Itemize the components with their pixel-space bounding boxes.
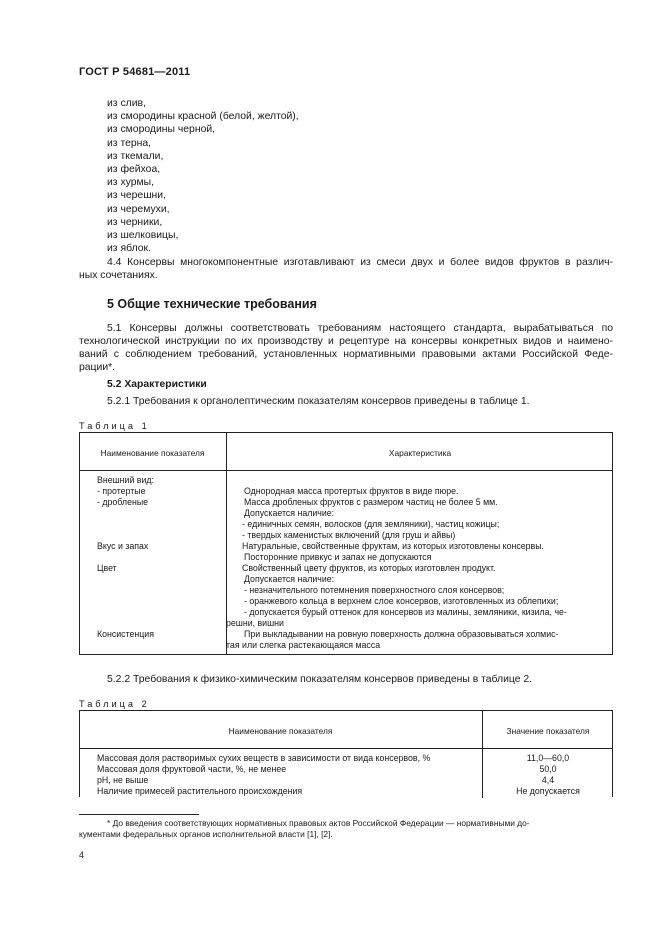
- table-row-name: Массовая доля фруктовой части, %, не менее: [97, 764, 287, 774]
- subsection-heading: 5.2 Характеристики: [107, 379, 207, 390]
- characteristic-line: Допускается наличие:: [244, 508, 335, 518]
- page-number: 4: [79, 850, 85, 860]
- footnote-divider: [79, 814, 199, 815]
- list-item: из терна,: [107, 137, 152, 149]
- list-item: из черники,: [107, 216, 163, 228]
- characteristic-line: - единичных семян, волосков (для земляники), частиц кожицы;: [242, 519, 500, 529]
- paragraph-line: ваний с соблюдением требований, установленных нормативными правовыми актами Российской Феде-: [79, 349, 613, 360]
- list-item: из ткемали,: [107, 150, 164, 162]
- paragraph-line: рации*.: [79, 362, 116, 373]
- table-1: [79, 432, 613, 655]
- characteristic-line: Натуральные, свойственные фруктам, из которых изготовлены консервы.: [242, 541, 544, 551]
- footnote-line: * До введения соответствующих нормативных правовых актов Российской Федерации — нормативными до-: [107, 818, 530, 828]
- list-item: из слив,: [107, 98, 146, 109]
- characteristic-line: - допускается бурый оттенок для консервов из малины, земляники, кизила, че-: [244, 607, 567, 617]
- characteristic-line: Свойственный цвету фруктов, из которых изготовлен продукт.: [242, 563, 496, 573]
- paragraph-line: 5.2.2 Требования к физико-химическим показателям консервов приведены в таблице 2.: [107, 674, 533, 685]
- paragraph-4-4: [79, 256, 613, 282]
- paragraph-5-1: [79, 322, 613, 374]
- footnote: [79, 818, 613, 840]
- table-row-name: pH, не выше: [97, 775, 149, 785]
- characteristic-line: Допускается наличие:: [244, 574, 335, 584]
- table-2: [79, 710, 613, 798]
- indicator-label: Консистенция: [97, 629, 154, 639]
- table-header-cell: Значение показателя: [506, 726, 590, 736]
- paragraph-line: 4.4 Консервы многокомпонентные изготавливают из смеси двух и более видов фруктов в различ-: [107, 257, 613, 268]
- paragraph-line: ных сочетаниях.: [79, 270, 158, 281]
- table-1-caption: Таблица 1: [79, 421, 150, 431]
- section-heading: 5 Общие технические требования: [107, 297, 317, 311]
- paragraph-5-2-2: [107, 673, 613, 686]
- table-row-value: Не допускается: [516, 786, 580, 796]
- table-row-value: 50,0: [539, 764, 557, 774]
- paragraph-5-2-1: [107, 395, 613, 408]
- characteristic-text: [226, 486, 609, 651]
- characteristic-line: Однородная масса протертых фруктов в виде пюре.: [244, 486, 459, 496]
- table-row-value: 4,4: [541, 775, 555, 785]
- footnote-line: кументами федеральных органов исполнительной власти [1], [2].: [79, 829, 333, 839]
- indicator-label: Внешний вид:: [97, 475, 154, 485]
- paragraph-line: технологической инструкции по их производству и рецептуре на консервы конкретных видов и наимено-: [79, 336, 613, 347]
- characteristic-line: Масса дробленых фруктов с размером частиц не более 5 мм.: [244, 497, 498, 507]
- list-item: из шелковицы,: [107, 230, 179, 242]
- list-item: из фейхоа,: [107, 164, 161, 176]
- paragraph-line: 5.1 Консервы должны соответствовать требованиям настоящего стандарта, вырабатываться по: [107, 323, 613, 334]
- characteristic-line: При выкладывании на ровную поверхность должна образовываться холмис-: [244, 629, 559, 639]
- table-header-divider: [79, 470, 613, 471]
- table-header-cell: Наименование показателя: [228, 726, 333, 736]
- indicator-label: - дробленые: [97, 497, 149, 507]
- indicator-label: - протертые: [97, 486, 146, 496]
- fruit-list: [107, 97, 299, 255]
- table-header-divider: [79, 748, 613, 749]
- characteristic-line: решни, вишни: [226, 618, 284, 628]
- table-2-caption: Таблица 2: [79, 699, 150, 709]
- characteristic-line: - незначительного потемнения поверхностного слоя консервов;: [244, 585, 505, 595]
- list-item: из смородины черной,: [107, 124, 216, 136]
- characteristic-line: - оранжевого кольца в верхнем слое консервов, изготовленных из облепихи;: [244, 596, 559, 606]
- list-item: из яблок.: [107, 243, 151, 255]
- table-header-cell: Наименование показателя: [100, 448, 205, 458]
- table-row-name: Наличие примесей растительного происхождения: [97, 786, 303, 796]
- list-item: из черемухи,: [107, 203, 170, 215]
- characteristic-line: тая или слегка растекающаяся масса: [226, 640, 381, 650]
- list-item: из хурмы,: [107, 177, 155, 189]
- standard-title: ГОСТ Р 54681—2011: [79, 66, 191, 78]
- table-header-cell: Характеристика: [388, 448, 452, 458]
- characteristic-line: - твердых каменистых включений (для груш и айвы): [242, 530, 456, 540]
- table-row-value: 11,0—60,0: [526, 753, 570, 763]
- list-item: из смородины красной (белой, желтой),: [107, 111, 299, 123]
- characteristic-line: Посторонние привкус и запах не допускаются: [244, 552, 432, 562]
- table-row-name: Массовая доля растворимых сухих веществ в зависимости от вида консервов, %: [97, 753, 431, 763]
- paragraph-line: 5.2.1 Требования к органолептическим показателям консервов приведены в таблице 1.: [107, 396, 530, 407]
- indicator-label: Вкус и запах: [97, 541, 149, 551]
- list-item: из черешни,: [107, 190, 166, 202]
- indicator-label: Цвет: [97, 563, 117, 573]
